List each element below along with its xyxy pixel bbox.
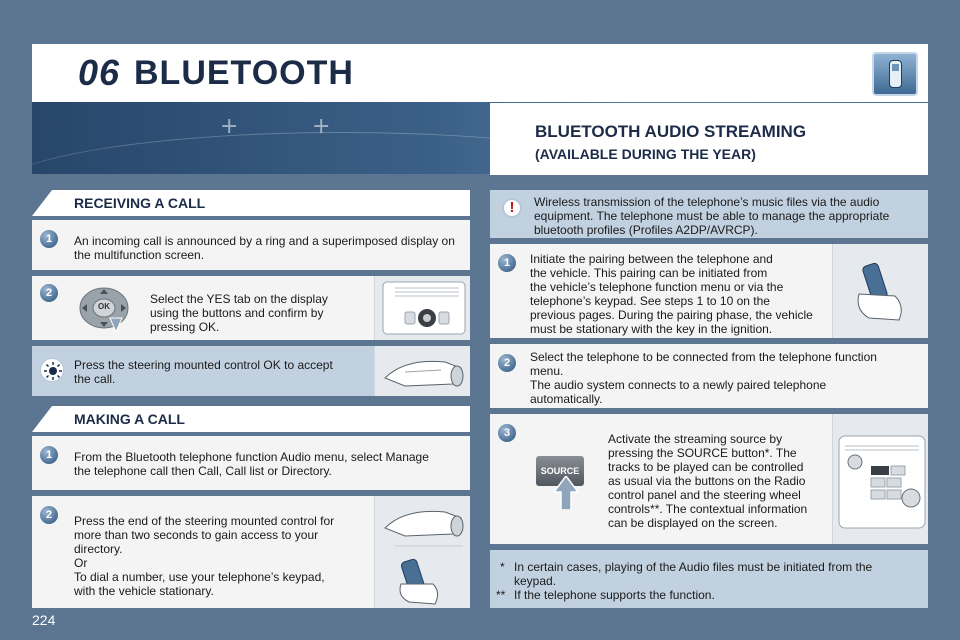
making-step-2-text: Press the end of the steering mounted control for more than two seconds to gain access to your directory. Or To dial a number, use your telephone’s keypad, with the vehicle stationary. (74, 514, 335, 598)
step-number: 2 (40, 284, 58, 302)
hand-phone-icon (374, 496, 470, 608)
pointer-arrow-icon (552, 476, 580, 510)
streaming-warning (490, 190, 928, 238)
receiving-step-1 (32, 220, 470, 270)
streaming-step-1 (490, 244, 928, 338)
step-number: 1 (40, 446, 58, 464)
footnotes-panel (490, 550, 928, 608)
section-subtitle: (AVAILABLE DURING THE YEAR) (535, 146, 756, 162)
step-number: 2 (498, 354, 516, 372)
receiving-tip (32, 346, 470, 396)
chapter-number: 06 (78, 52, 121, 93)
ok-pad-icon: OK (78, 284, 132, 332)
making-step-1-text: From the Bluetooth telephone function Audio menu, select Manage the telephone call then Call, Call list or Directory. (74, 450, 429, 478)
receiving-heading: RECEIVING A CALL (74, 195, 206, 211)
step-number: 3 (498, 424, 516, 442)
making-heading-bar (52, 406, 470, 432)
step-number: 1 (40, 230, 58, 248)
decorative-banner: + + (32, 102, 928, 174)
page-number: 224 (32, 612, 56, 628)
receiving-heading-bar (52, 190, 470, 216)
phone-icon (872, 52, 918, 96)
warning-icon: ! (502, 198, 522, 218)
footnote-text: In certain cases, playing of the Audio files must be initiated from the keypad. (514, 560, 873, 588)
making-heading: MAKING A CALL (74, 411, 185, 427)
radio-panel-icon (374, 276, 470, 340)
steering-control-icon (374, 346, 470, 396)
streaming-step-3-text: Activate the streaming source by pressing the SOURCE button*. The tracks to be played can be controlled as usual via the buttons on the Radio control panel and the steering wheel controls**. The contextual information can be displayed on the screen. (608, 432, 808, 530)
sun-tip-icon (40, 358, 64, 382)
source-button-icon: SOURCE (536, 456, 584, 486)
streaming-step-2-text: Select the telephone to be connected from the telephone function menu. The audio system connects to a newly paired telephone automatically. (530, 350, 877, 406)
step-number: 1 (498, 254, 516, 272)
radio-panel-icon (832, 414, 928, 544)
making-step-1 (32, 436, 470, 490)
streaming-step-1-text: Initiate the pairing between the telephone and the vehicle. This pairing can be initiated from the vehicle’s telephone function menu or via the telephone’s keypad. See steps 1 to 10 on the previous pages. During the pairing phase, the vehicle must be stationary with the key in the ignition. (530, 252, 813, 336)
making-step-2 (32, 496, 470, 608)
streaming-step-2 (490, 344, 928, 408)
receiving-step-1-text: An incoming call is announced by a ring and a superimposed display on the multifunction screen. (74, 234, 455, 262)
footnote-text: If the telephone supports the function. (514, 588, 715, 602)
receiving-tip-text: Press the steering mounted control OK to accept the call. (74, 358, 333, 386)
receiving-step-2-text: Select the YES tab on the display using the buttons and confirm by pressing OK. (150, 292, 328, 334)
footnote-mark: * (500, 560, 505, 574)
chapter-title: BLUETOOTH (134, 54, 354, 92)
step-number: 2 (40, 506, 58, 524)
section-title: BLUETOOTH AUDIO STREAMING (535, 122, 807, 141)
footnote-mark: ** (496, 588, 506, 602)
hand-phone-icon (832, 244, 928, 338)
streaming-warning-text: Wireless transmission of the telephone’s music files via the audio equipment. The telephone must be able to manage the appropriate bluetooth profiles (Profiles A2DP/AVRCP). (534, 195, 890, 237)
